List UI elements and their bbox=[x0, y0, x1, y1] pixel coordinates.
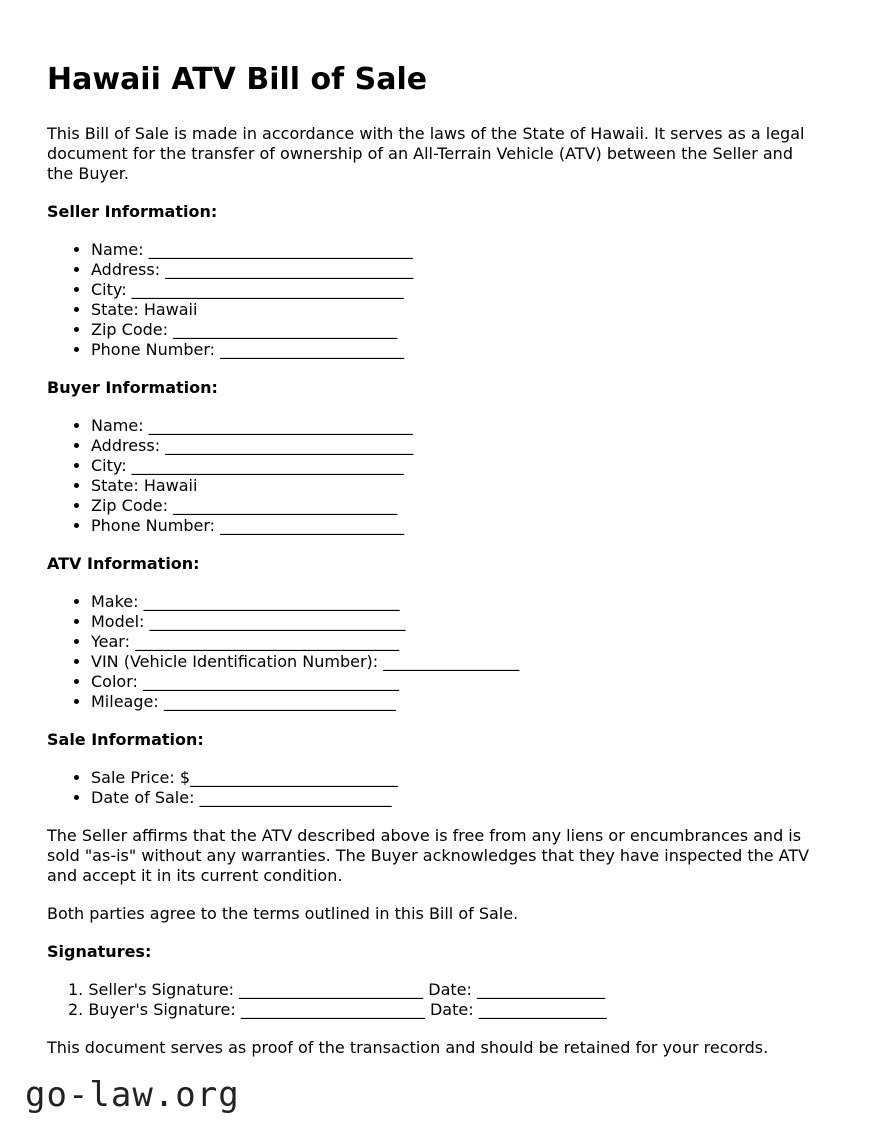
page-title: Hawaii ATV Bill of Sale bbox=[47, 62, 428, 97]
signature-label: Seller's Signature: bbox=[88, 980, 235, 999]
list-item bbox=[91, 320, 822, 340]
blank-line: ____________________________ bbox=[173, 320, 398, 339]
list-item bbox=[91, 260, 822, 280]
list-item bbox=[91, 456, 822, 476]
atv-info-heading: ATV Information: bbox=[47, 554, 200, 573]
blank-line: _________________ bbox=[383, 652, 520, 671]
list-item bbox=[91, 300, 822, 320]
blank-line: __________________________ bbox=[190, 768, 399, 787]
list-item bbox=[91, 788, 822, 808]
row-number: 2. bbox=[68, 1000, 84, 1019]
list-item bbox=[91, 768, 822, 788]
list-item bbox=[91, 416, 822, 436]
list-item bbox=[91, 280, 822, 300]
date-blank-line: ________________ bbox=[477, 980, 605, 999]
blank-line: ________________________________ bbox=[149, 612, 406, 631]
field-label: Phone Number: bbox=[91, 340, 221, 359]
blank-line: _______________________________ bbox=[165, 436, 414, 455]
signature-blank-line: _______________________ bbox=[240, 1000, 425, 1019]
signature-row bbox=[68, 980, 822, 1000]
blank-line: __________________________________ bbox=[131, 280, 404, 299]
field-label: Address: bbox=[91, 436, 166, 455]
signature-row bbox=[68, 1000, 822, 1020]
seller-info-heading: Seller Information: bbox=[47, 202, 218, 221]
field-label: Mileage: bbox=[91, 692, 164, 711]
blank-line: _______________________ bbox=[220, 340, 405, 359]
blank-line: ____________________________ bbox=[173, 496, 398, 515]
blank-line: _____________________________ bbox=[163, 692, 396, 711]
list-item bbox=[91, 672, 822, 692]
blank-line: _________________________________ bbox=[148, 240, 413, 259]
field-label: Zip Code: bbox=[91, 496, 174, 515]
field-label: Sale Price: $ bbox=[91, 768, 191, 787]
agreement-paragraph: Both parties agree to the terms outlined in this Bill of Sale. bbox=[47, 904, 519, 923]
date-label: Date: bbox=[428, 980, 472, 999]
list-item bbox=[91, 516, 822, 536]
signature-label: Buyer's Signature: bbox=[88, 1000, 236, 1019]
field-label: Model: bbox=[91, 612, 150, 631]
date-label: Date: bbox=[429, 1000, 474, 1019]
blank-line: ________________________________ bbox=[142, 672, 399, 691]
signature-blank-line: _______________________ bbox=[239, 980, 424, 999]
list-item bbox=[91, 612, 822, 632]
intro-paragraph: This Bill of Sale is made in accordance with the laws of the State of Hawaii. It serves as a legal document for the transfer of ownership of an All-Terrain Vehicle (ATV) between the Seller and the Buyer. bbox=[47, 124, 805, 183]
list-item bbox=[91, 240, 822, 260]
field-label: Color: bbox=[91, 672, 143, 691]
field-label: VIN (Vehicle Identification Number): bbox=[91, 652, 384, 671]
list-item bbox=[91, 340, 822, 360]
field-label: City: bbox=[91, 456, 132, 475]
seller-info-list bbox=[47, 240, 822, 360]
sale-info-heading: Sale Information: bbox=[47, 730, 204, 749]
list-item bbox=[91, 476, 822, 496]
field-label: Name: bbox=[91, 416, 149, 435]
watermark-logo: go-law.org bbox=[25, 1075, 240, 1115]
list-item bbox=[91, 436, 822, 456]
field-label: Name: bbox=[91, 240, 149, 259]
signatures-heading: Signatures: bbox=[47, 942, 152, 961]
list-item bbox=[91, 692, 822, 712]
blank-line: _________________________________ bbox=[135, 632, 400, 651]
list-item bbox=[91, 496, 822, 516]
field-label: State: Hawaii bbox=[91, 476, 198, 495]
field-label: Address: bbox=[91, 260, 166, 279]
blank-line: _________________________________ bbox=[148, 416, 413, 435]
field-label: State: Hawaii bbox=[91, 300, 198, 319]
signatures-list bbox=[47, 980, 822, 1020]
blank-line: _______________________ bbox=[220, 516, 405, 535]
field-label: Date of Sale: bbox=[91, 788, 200, 807]
field-label: City: bbox=[91, 280, 132, 299]
list-item bbox=[91, 592, 822, 612]
field-label: Year: bbox=[91, 632, 136, 651]
sale-info-list bbox=[47, 768, 822, 808]
list-item bbox=[91, 632, 822, 652]
atv-info-list bbox=[47, 592, 822, 712]
row-number: 1. bbox=[68, 980, 84, 999]
list-item bbox=[91, 652, 822, 672]
affirmation-paragraph: The Seller affirms that the ATV described above is free from any liens or encumbrances and is sold "as-is" without any warranties. The Buyer acknowledges that they have inspected the ATV and accept it in its current condition. bbox=[47, 826, 810, 885]
buyer-info-list bbox=[47, 416, 822, 536]
blank-line: ________________________ bbox=[199, 788, 392, 807]
buyer-info-heading: Buyer Information: bbox=[47, 378, 218, 397]
blank-line: _______________________________ bbox=[165, 260, 414, 279]
footer-note: This document serves as proof of the transaction and should be retained for your records. bbox=[47, 1038, 769, 1057]
field-label: Make: bbox=[91, 592, 144, 611]
field-label: Phone Number: bbox=[91, 516, 221, 535]
blank-line: __________________________________ bbox=[131, 456, 404, 475]
blank-line: ________________________________ bbox=[143, 592, 400, 611]
date-blank-line: ________________ bbox=[478, 1000, 607, 1019]
field-label: Zip Code: bbox=[91, 320, 174, 339]
